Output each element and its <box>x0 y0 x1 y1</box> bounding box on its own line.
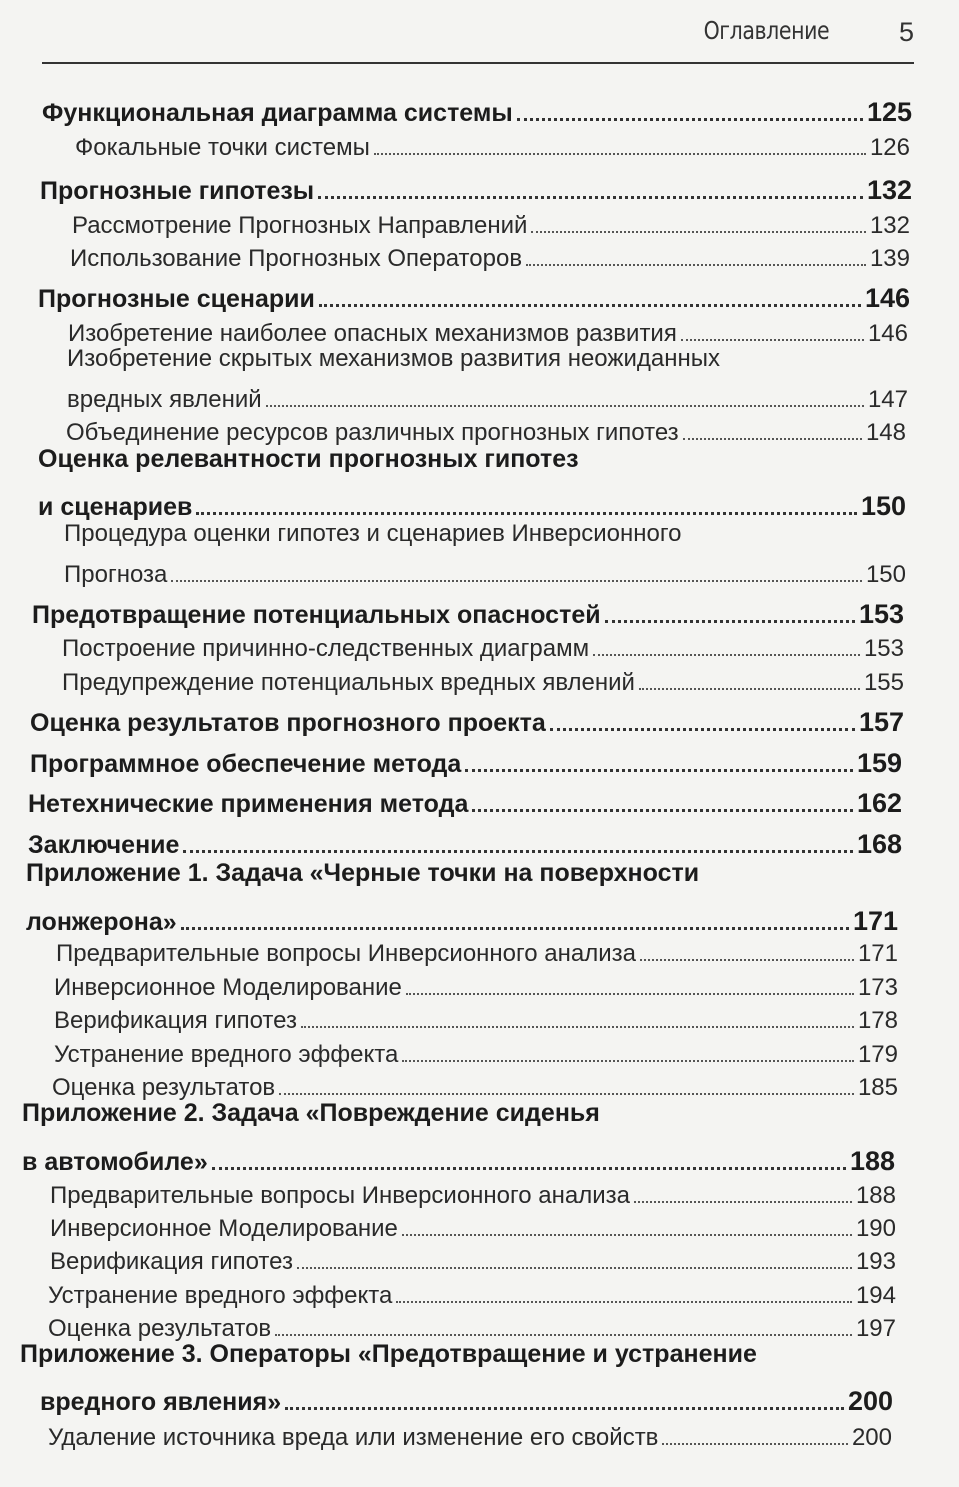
toc-entry-title: Предупреждение потенциальных вредных явлений <box>62 669 635 696</box>
toc-entry-title: Программное обеспечение метода <box>30 750 462 778</box>
header-rule <box>42 62 914 64</box>
toc-page-number: 194 <box>855 1282 896 1309</box>
dot-leader <box>662 1443 848 1445</box>
toc-page-number: 132 <box>866 175 912 205</box>
dot-leader <box>319 304 861 307</box>
toc-section-entry[interactable] <box>54 966 898 1002</box>
toc-entry-title: Инверсионное Моделирование <box>50 1215 398 1242</box>
toc-page-number: 193 <box>855 1248 896 1275</box>
toc-page-number: 200 <box>847 1386 893 1416</box>
dot-leader <box>406 993 854 995</box>
toc-entry-title: Фокальные точки системы <box>75 134 370 161</box>
toc-entry-title: Изобретение наиболее опасных механизмов развития <box>68 320 677 347</box>
table-of-contents <box>0 82 959 1482</box>
dot-leader <box>396 1301 852 1303</box>
toc-entry-title: Объединение ресурсов различных прогнозных гипотез <box>66 419 679 446</box>
toc-page-number: 139 <box>869 245 910 272</box>
toc-page-number: 147 <box>867 386 908 413</box>
toc-chapter-entry[interactable] <box>38 486 906 522</box>
toc-page-number: 146 <box>864 283 910 313</box>
toc-section-entry[interactable] <box>54 999 898 1035</box>
toc-page-number: 188 <box>855 1182 896 1209</box>
toc-entry-title: и сценариев <box>38 493 193 521</box>
toc-entry-title: Использование Прогнозных Операторов <box>70 245 523 272</box>
dot-leader <box>183 850 852 853</box>
page-header <box>0 0 959 70</box>
dot-leader <box>171 580 862 582</box>
toc-entry-title: Верификация гипотез <box>54 1007 297 1034</box>
toc-entry-title: Устранение вредного эффекта <box>48 1282 393 1309</box>
toc-section-entry[interactable] <box>70 237 910 273</box>
dot-leader <box>297 1267 852 1269</box>
toc-page-number: 155 <box>863 669 904 696</box>
dot-leader <box>517 118 863 121</box>
dot-leader <box>634 1201 852 1203</box>
toc-page-number: 178 <box>857 1007 898 1034</box>
toc-section-entry[interactable] <box>52 1066 898 1102</box>
toc-section-entry[interactable] <box>62 661 904 697</box>
dot-leader <box>531 231 866 233</box>
toc-page-number: 171 <box>852 906 898 936</box>
toc-entry-first-line: Изобретение скрытых механизмов развития неожиданных <box>67 345 720 372</box>
toc-section-entry[interactable] <box>68 312 908 348</box>
toc-section-entry[interactable] <box>75 126 910 162</box>
toc-page-number: 150 <box>860 491 906 521</box>
toc-entry-first-line: Оценка релевантности прогнозных гипотез <box>38 445 579 473</box>
toc-page-number: 200 <box>851 1424 892 1451</box>
toc-chapter-entry[interactable] <box>30 743 902 779</box>
toc-page-number: 126 <box>869 134 910 161</box>
toc-section-entry[interactable] <box>50 1174 896 1210</box>
toc-page-number: 162 <box>856 788 902 818</box>
toc-page-number: 188 <box>849 1146 895 1176</box>
dot-leader <box>526 264 866 266</box>
toc-entry-title: Прогнозные сценарии <box>38 285 315 313</box>
toc-entry-title: Удаление источника вреда или изменение его свойств <box>48 1424 659 1451</box>
toc-page-number: 190 <box>855 1215 896 1242</box>
toc-entry-title: Предварительные вопросы Инверсионного анализа <box>50 1182 630 1209</box>
dot-leader <box>605 620 855 623</box>
toc-section-entry[interactable] <box>48 1274 896 1310</box>
dot-leader <box>640 959 854 961</box>
toc-entry-title: Прогноза <box>64 561 168 588</box>
dot-leader <box>374 153 866 155</box>
toc-entry-title: лонжерона» <box>26 908 177 936</box>
dot-leader <box>301 1026 854 1028</box>
toc-chapter-entry[interactable] <box>28 783 902 819</box>
toc-section-entry[interactable] <box>66 411 906 447</box>
toc-section-entry[interactable] <box>54 1033 898 1069</box>
page-number: 5 <box>898 17 914 47</box>
running-title: Оглавление <box>703 16 829 45</box>
toc-chapter-entry[interactable] <box>40 1381 893 1417</box>
dot-leader <box>181 927 849 930</box>
toc-page-number: 197 <box>855 1315 896 1342</box>
toc-page-number: 153 <box>863 635 904 662</box>
toc-entry-first-line: Процедура оценки гипотез и сценариев Инверсионного <box>64 520 682 547</box>
toc-entry-title: Функциональная диаграмма системы <box>42 99 513 127</box>
toc-chapter-entry[interactable] <box>32 594 904 630</box>
dot-leader <box>593 654 860 656</box>
toc-entry-title: Предварительные вопросы Инверсионного анализа <box>56 940 636 967</box>
dot-leader <box>285 1407 844 1410</box>
toc-page-number: 173 <box>857 974 898 1001</box>
toc-entry-title: вредных явлений <box>67 386 262 413</box>
dot-leader <box>402 1060 854 1062</box>
toc-section-entry[interactable] <box>64 553 906 589</box>
toc-entry-title: в автомобиле» <box>22 1148 208 1176</box>
toc-entry-title: Оценка результатов прогнозного проекта <box>30 709 546 737</box>
toc-page-number: 157 <box>858 707 904 737</box>
toc-chapter-entry[interactable] <box>42 92 912 128</box>
toc-page-number: 150 <box>865 561 906 588</box>
toc-section-entry[interactable] <box>48 1307 896 1343</box>
toc-chapter-entry[interactable] <box>38 278 910 314</box>
toc-chapter-entry[interactable] <box>30 702 904 738</box>
toc-page-number: 185 <box>857 1074 898 1101</box>
toc-entry-title: Инверсионное Моделирование <box>54 974 402 1001</box>
toc-entry-title: Построение причинно-следственных диаграмм <box>62 635 590 662</box>
dot-leader <box>266 405 864 407</box>
dot-leader <box>550 728 855 731</box>
dot-leader <box>212 1167 846 1170</box>
toc-page-number: 125 <box>866 97 912 127</box>
dot-leader <box>318 196 863 199</box>
dot-leader <box>681 339 864 341</box>
toc-entry-title: Оценка результатов <box>52 1074 276 1101</box>
toc-section-entry[interactable] <box>50 1240 896 1276</box>
toc-page-number: 159 <box>856 748 902 778</box>
toc-entry-title: вредного явления» <box>40 1388 282 1416</box>
toc-entry-title: Верификация гипотез <box>50 1248 293 1275</box>
toc-entry-first-line: Приложение 1. Задача «Черные точки на поверхности <box>26 859 700 887</box>
dot-leader <box>639 688 860 690</box>
toc-section-entry[interactable] <box>67 378 908 414</box>
toc-page-number: 146 <box>867 320 908 347</box>
toc-entry-title: Предотвращение потенциальных опасностей <box>32 601 601 629</box>
toc-entry-title: Устранение вредного эффекта <box>54 1041 399 1068</box>
toc-entry-first-line: Приложение 2. Задача «Повреждение сиденья <box>22 1099 600 1127</box>
dot-leader <box>402 1234 852 1236</box>
toc-section-entry[interactable] <box>62 627 904 663</box>
toc-chapter-entry[interactable] <box>22 1141 895 1177</box>
toc-page-number: 132 <box>869 212 910 239</box>
toc-page-number: 153 <box>858 599 904 629</box>
toc-section-entry[interactable] <box>72 204 910 240</box>
dot-leader <box>472 809 853 812</box>
toc-entry-title: Оценка результатов <box>48 1315 272 1342</box>
toc-chapter-entry[interactable] <box>28 824 902 860</box>
dot-leader <box>279 1093 854 1095</box>
toc-entry-first-line: Приложение 3. Операторы «Предотвращение и устранение <box>20 1340 757 1368</box>
toc-entry-title: Заключение <box>28 831 180 859</box>
toc-section-entry[interactable] <box>56 932 898 968</box>
toc-page-number: 168 <box>856 829 902 859</box>
toc-chapter-entry[interactable] <box>40 170 912 206</box>
toc-section-entry[interactable] <box>50 1207 896 1243</box>
toc-page-number: 171 <box>857 940 898 967</box>
toc-page-number: 148 <box>865 419 906 446</box>
toc-page-number: 179 <box>857 1041 898 1068</box>
dot-leader <box>275 1334 852 1336</box>
dot-leader <box>465 769 853 772</box>
dot-leader <box>196 512 857 515</box>
toc-section-entry[interactable] <box>48 1416 892 1452</box>
dot-leader <box>683 438 862 440</box>
toc-entry-title: Нетехнические применения метода <box>28 790 469 818</box>
toc-entry-title: Прогнозные гипотезы <box>40 177 315 205</box>
toc-entry-title: Рассмотрение Прогнозных Направлений <box>72 212 528 239</box>
